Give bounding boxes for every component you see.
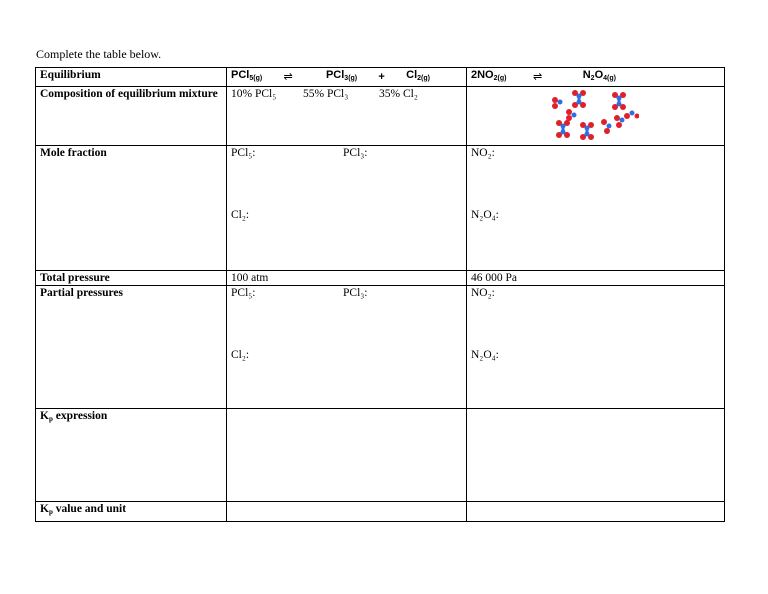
kp-value-label: $K_p$ value and unit [36, 502, 227, 522]
no2-molecule-icon [614, 115, 625, 128]
header-reaction-1 [227, 68, 467, 87]
pcl5-formula: PCl$_{5(g)}$ [231, 69, 263, 82]
kp-expression-row [36, 409, 725, 502]
header-equilibrium: Equilibrium [36, 68, 227, 87]
no2-molecule-icon [566, 109, 577, 121]
partial-pressures-label: Partial pressures [36, 286, 227, 409]
total-pressure-row [36, 271, 725, 286]
partial-pressures-row [36, 286, 725, 409]
composition-cl2: 35% Cl₂ [379, 88, 418, 100]
header-row [36, 68, 725, 87]
n2o4-molecule-icon [556, 120, 570, 138]
composition-row [36, 87, 725, 146]
kp-value-reaction-1[interactable] [227, 502, 467, 522]
equilibrium-table [35, 67, 725, 522]
mole-fraction-row [36, 146, 725, 271]
mole-fraction-n2o4: N₂O₄: [471, 209, 499, 221]
cl2-formula: $Cl_{2(g)}$ [406, 69, 430, 82]
n2o4-molecule-icon [580, 122, 594, 140]
plus-sign: + [378, 71, 385, 83]
composition-reaction-2 [467, 87, 725, 146]
no2-molecule-icon [601, 119, 612, 134]
n2o4-formula: $N_2O_{4(g)}$ [582, 69, 616, 82]
equilibrium-arrow-2: ⇌ [532, 71, 543, 83]
n2o4-molecule-icon [612, 92, 626, 110]
composition-pcl5: 10% PCl₅ [231, 88, 277, 100]
instruction-text: Complete the table below. [36, 47, 162, 61]
partial-pressure-pcl3: PCl₃: [343, 287, 368, 299]
kp-value-row [36, 502, 725, 522]
no2-molecule-icon [624, 111, 639, 120]
kp-expression-label: $K_p$ expression [36, 409, 227, 502]
mole-fraction-reaction-1[interactable] [227, 146, 467, 271]
partial-pressure-cl2: Cl₂: [231, 349, 250, 361]
partial-pressures-reaction-1[interactable] [227, 286, 467, 409]
molecule-diagram [549, 90, 639, 144]
mole-fraction-no2: NO₂: [471, 147, 495, 159]
mole-fraction-label: Mole fraction [36, 146, 227, 271]
total-pressure-label: Total pressure [36, 271, 227, 286]
header-reaction-2 [467, 68, 725, 87]
composition-pcl3: 55% PCl₃ [303, 88, 349, 100]
mole-fraction-cl2: Cl₂: [231, 209, 250, 221]
kp-value-reaction-2[interactable] [467, 502, 725, 522]
total-pressure-reaction-1: 100 atm [227, 271, 467, 286]
mole-fraction-pcl5: PCl₅: [231, 147, 256, 159]
total-pressure-reaction-2: 46 000 Pa [467, 271, 725, 286]
no2-formula: $2NO_{2(g)}$ [471, 69, 507, 82]
equilibrium-arrow: ⇌ [283, 71, 293, 83]
no2-molecule-icon [552, 97, 563, 109]
mole-fraction-reaction-2[interactable] [467, 146, 725, 271]
kp-expression-reaction-1[interactable] [227, 409, 467, 502]
pcl3-formula: PCl$_{3(g)}$ [325, 69, 358, 82]
partial-pressures-reaction-2[interactable] [467, 286, 725, 409]
n2o4-molecule-icon [572, 90, 586, 108]
partial-pressure-no2: NO₂: [471, 287, 495, 299]
composition-reaction-1 [227, 87, 467, 146]
partial-pressure-n2o4: N₂O₄: [471, 349, 499, 361]
composition-label: Composition of equilibrium mixture [36, 87, 227, 146]
kp-expression-reaction-2[interactable] [467, 409, 725, 502]
partial-pressure-pcl5: PCl₅: [231, 287, 256, 299]
mole-fraction-pcl3: PCl₃: [343, 147, 368, 159]
